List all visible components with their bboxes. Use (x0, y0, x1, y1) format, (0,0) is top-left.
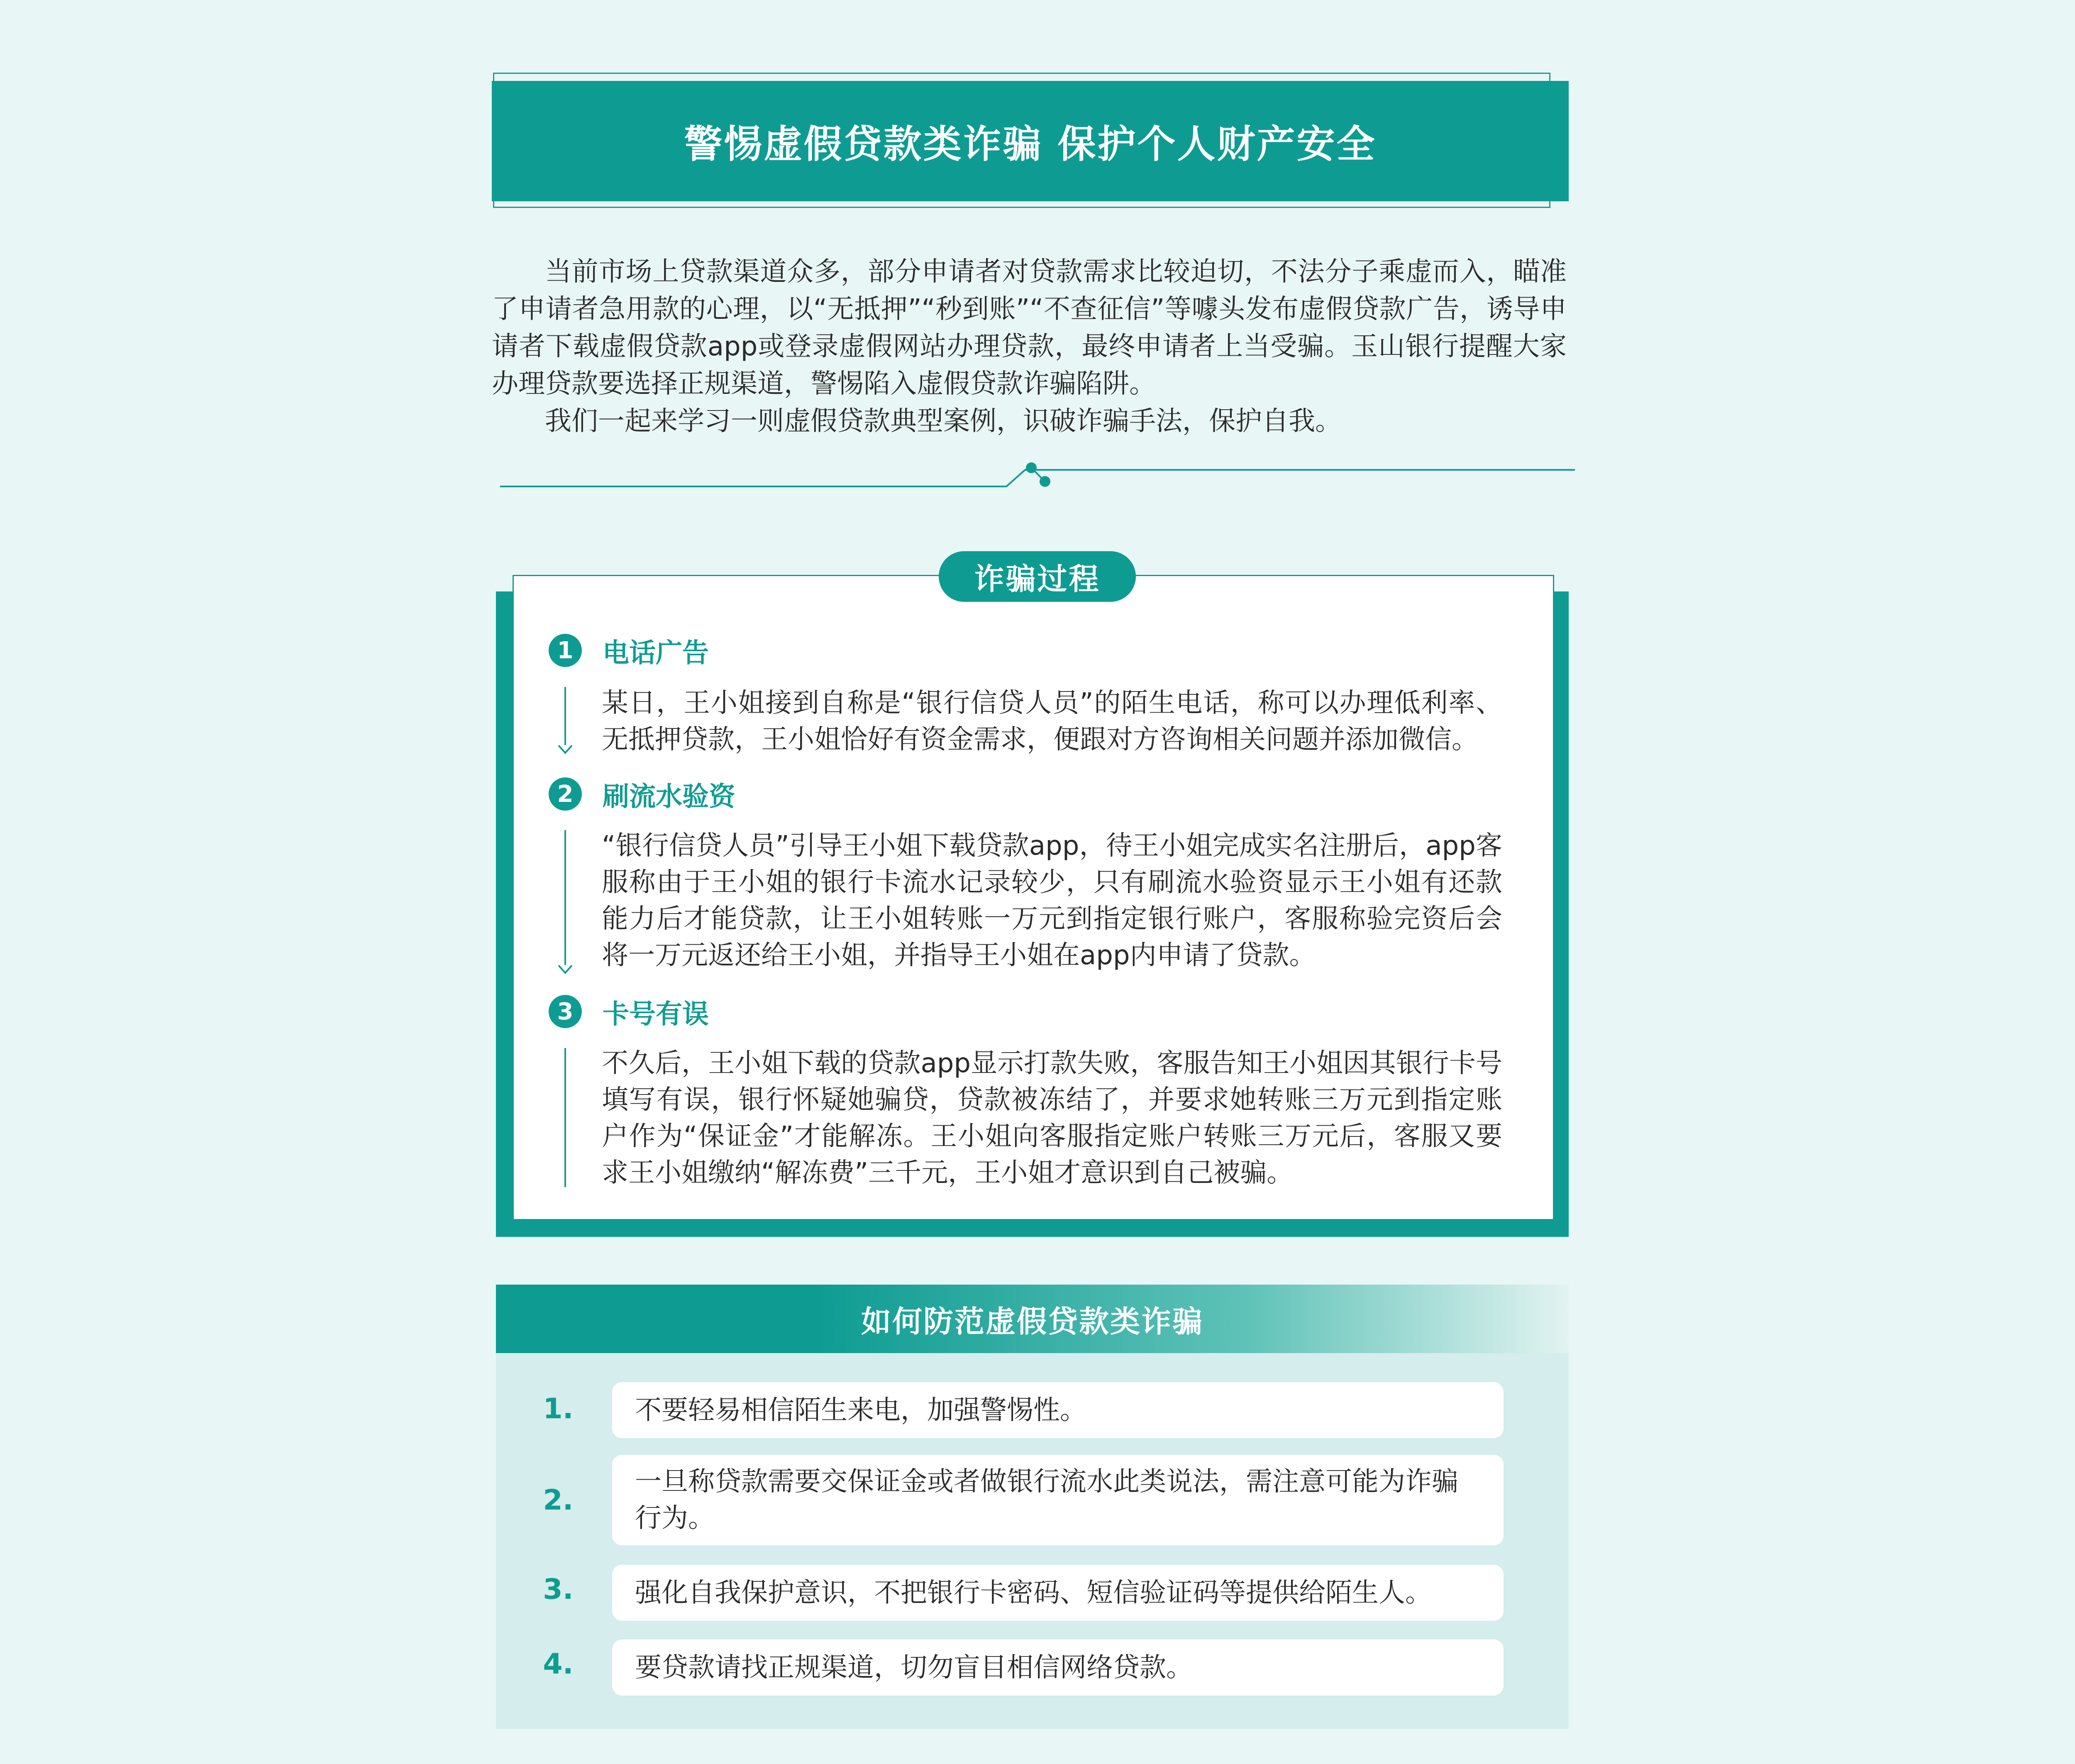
divider-ornament (498, 457, 1577, 490)
step-3-badge: 3 (549, 995, 582, 1028)
prevention-item-2-number: 2. (543, 1484, 574, 1517)
prevention-item-3 (612, 1565, 1504, 1621)
intro-text (492, 253, 1567, 440)
intro-paragraph-2: 我们一起来学习一则虚假贷款典型案例，识破诈骗手法，保护自我。 (545, 406, 1342, 437)
step-3-body: 不久后，王小姐下载的贷款app显示打款失败，客服告知王小姐因其银行卡号填写有误，银行怀疑她骗贷，贷款被冻结了，并要求她转账三万元到指定账户作为“保证金”才能解冻。王小姐向客服指定账户转账三万元后，客服又要求王小姐缴纳“解冻费”三千元，王小姐才意识到自己被骗。 (602, 1048, 1502, 1188)
step-2-title: 刷流水验资 (603, 782, 735, 812)
prevention-item-4 (612, 1639, 1504, 1696)
prevention-item-3-text: 强化自我保护意识，不把银行卡密码、短信验证码等提供给陌生人。 (635, 1577, 1432, 1608)
step-3-title: 卡号有误 (603, 999, 709, 1030)
page-title: 警惕虚假贷款类诈骗 保护个人财产安全 (684, 122, 1377, 166)
step-3-connector (564, 1048, 566, 1187)
prevention-item-3-number: 3. (543, 1573, 574, 1606)
prevention-heading: 如何防范虚假贷款类诈骗 (861, 1304, 1204, 1339)
step-2-connector (564, 830, 566, 965)
step-1-badge: 1 (549, 634, 582, 667)
intro-paragraph-1: 当前市场上贷款渠道众多，部分申请者对贷款需求比较迫切，不法分子乘虚而入，瞄准了申请者急用款的心理，以“无抵押”“秒到账”“不查征信”等噱头发布虚假贷款广告，诱导申请者下载虚假贷款app或登录虚假网站办理贷款，最终申请者上当受骗。玉山银行提醒大家办理贷款要选择正规渠道，警惕陷入虚假贷款诈骗陷阱。 (492, 257, 1567, 399)
prevention-item-1 (612, 1382, 1504, 1438)
arrow-down-icon (557, 960, 574, 976)
arrow-down-icon (557, 740, 574, 756)
step-1-connector (564, 687, 566, 745)
prevention-item-2 (612, 1455, 1504, 1545)
prevention-item-2-text: 一旦称贷款需要交保证金或者做银行流水此类说法，需注意可能为诈骗行为。 (635, 1466, 1458, 1534)
prevention-header (496, 1285, 1569, 1353)
prevention-item-1-number: 1. (543, 1393, 574, 1425)
prevention-item-4-number: 4. (543, 1648, 574, 1681)
title-banner (492, 81, 1569, 201)
step-1-body: 某日，王小姐接到自称是“银行信贷人员”的陌生电话，称可以办理低利率、无抵押贷款，王小姐恰好有资金需求，便跟对方咨询相关问题并添加微信。 (602, 688, 1502, 755)
prevention-item-1-text: 不要轻易相信陌生来电，加强警惕性。 (635, 1395, 1086, 1426)
step-1-title: 电话广告 (603, 638, 709, 669)
step-2-body: “银行信贷人员”引导王小姐下载贷款app，待王小姐完成实名注册后，app客服称由于王小姐的银行卡流水记录较少，只有刷流水验资显示王小姐有还款能力后才能贷款，让王小姐转账一万元到指定银行账户，客服称验完资后会将一万元返还给王小姐，并指导王小姐在app内申请了贷款。 (602, 831, 1502, 971)
prevention-item-4-text: 要贷款请找正规渠道，切勿盲目相信网络贷款。 (635, 1652, 1193, 1683)
process-heading: 诈骗过程 (974, 562, 1101, 596)
process-heading-pill (939, 551, 1136, 602)
step-2-badge: 2 (549, 777, 582, 811)
